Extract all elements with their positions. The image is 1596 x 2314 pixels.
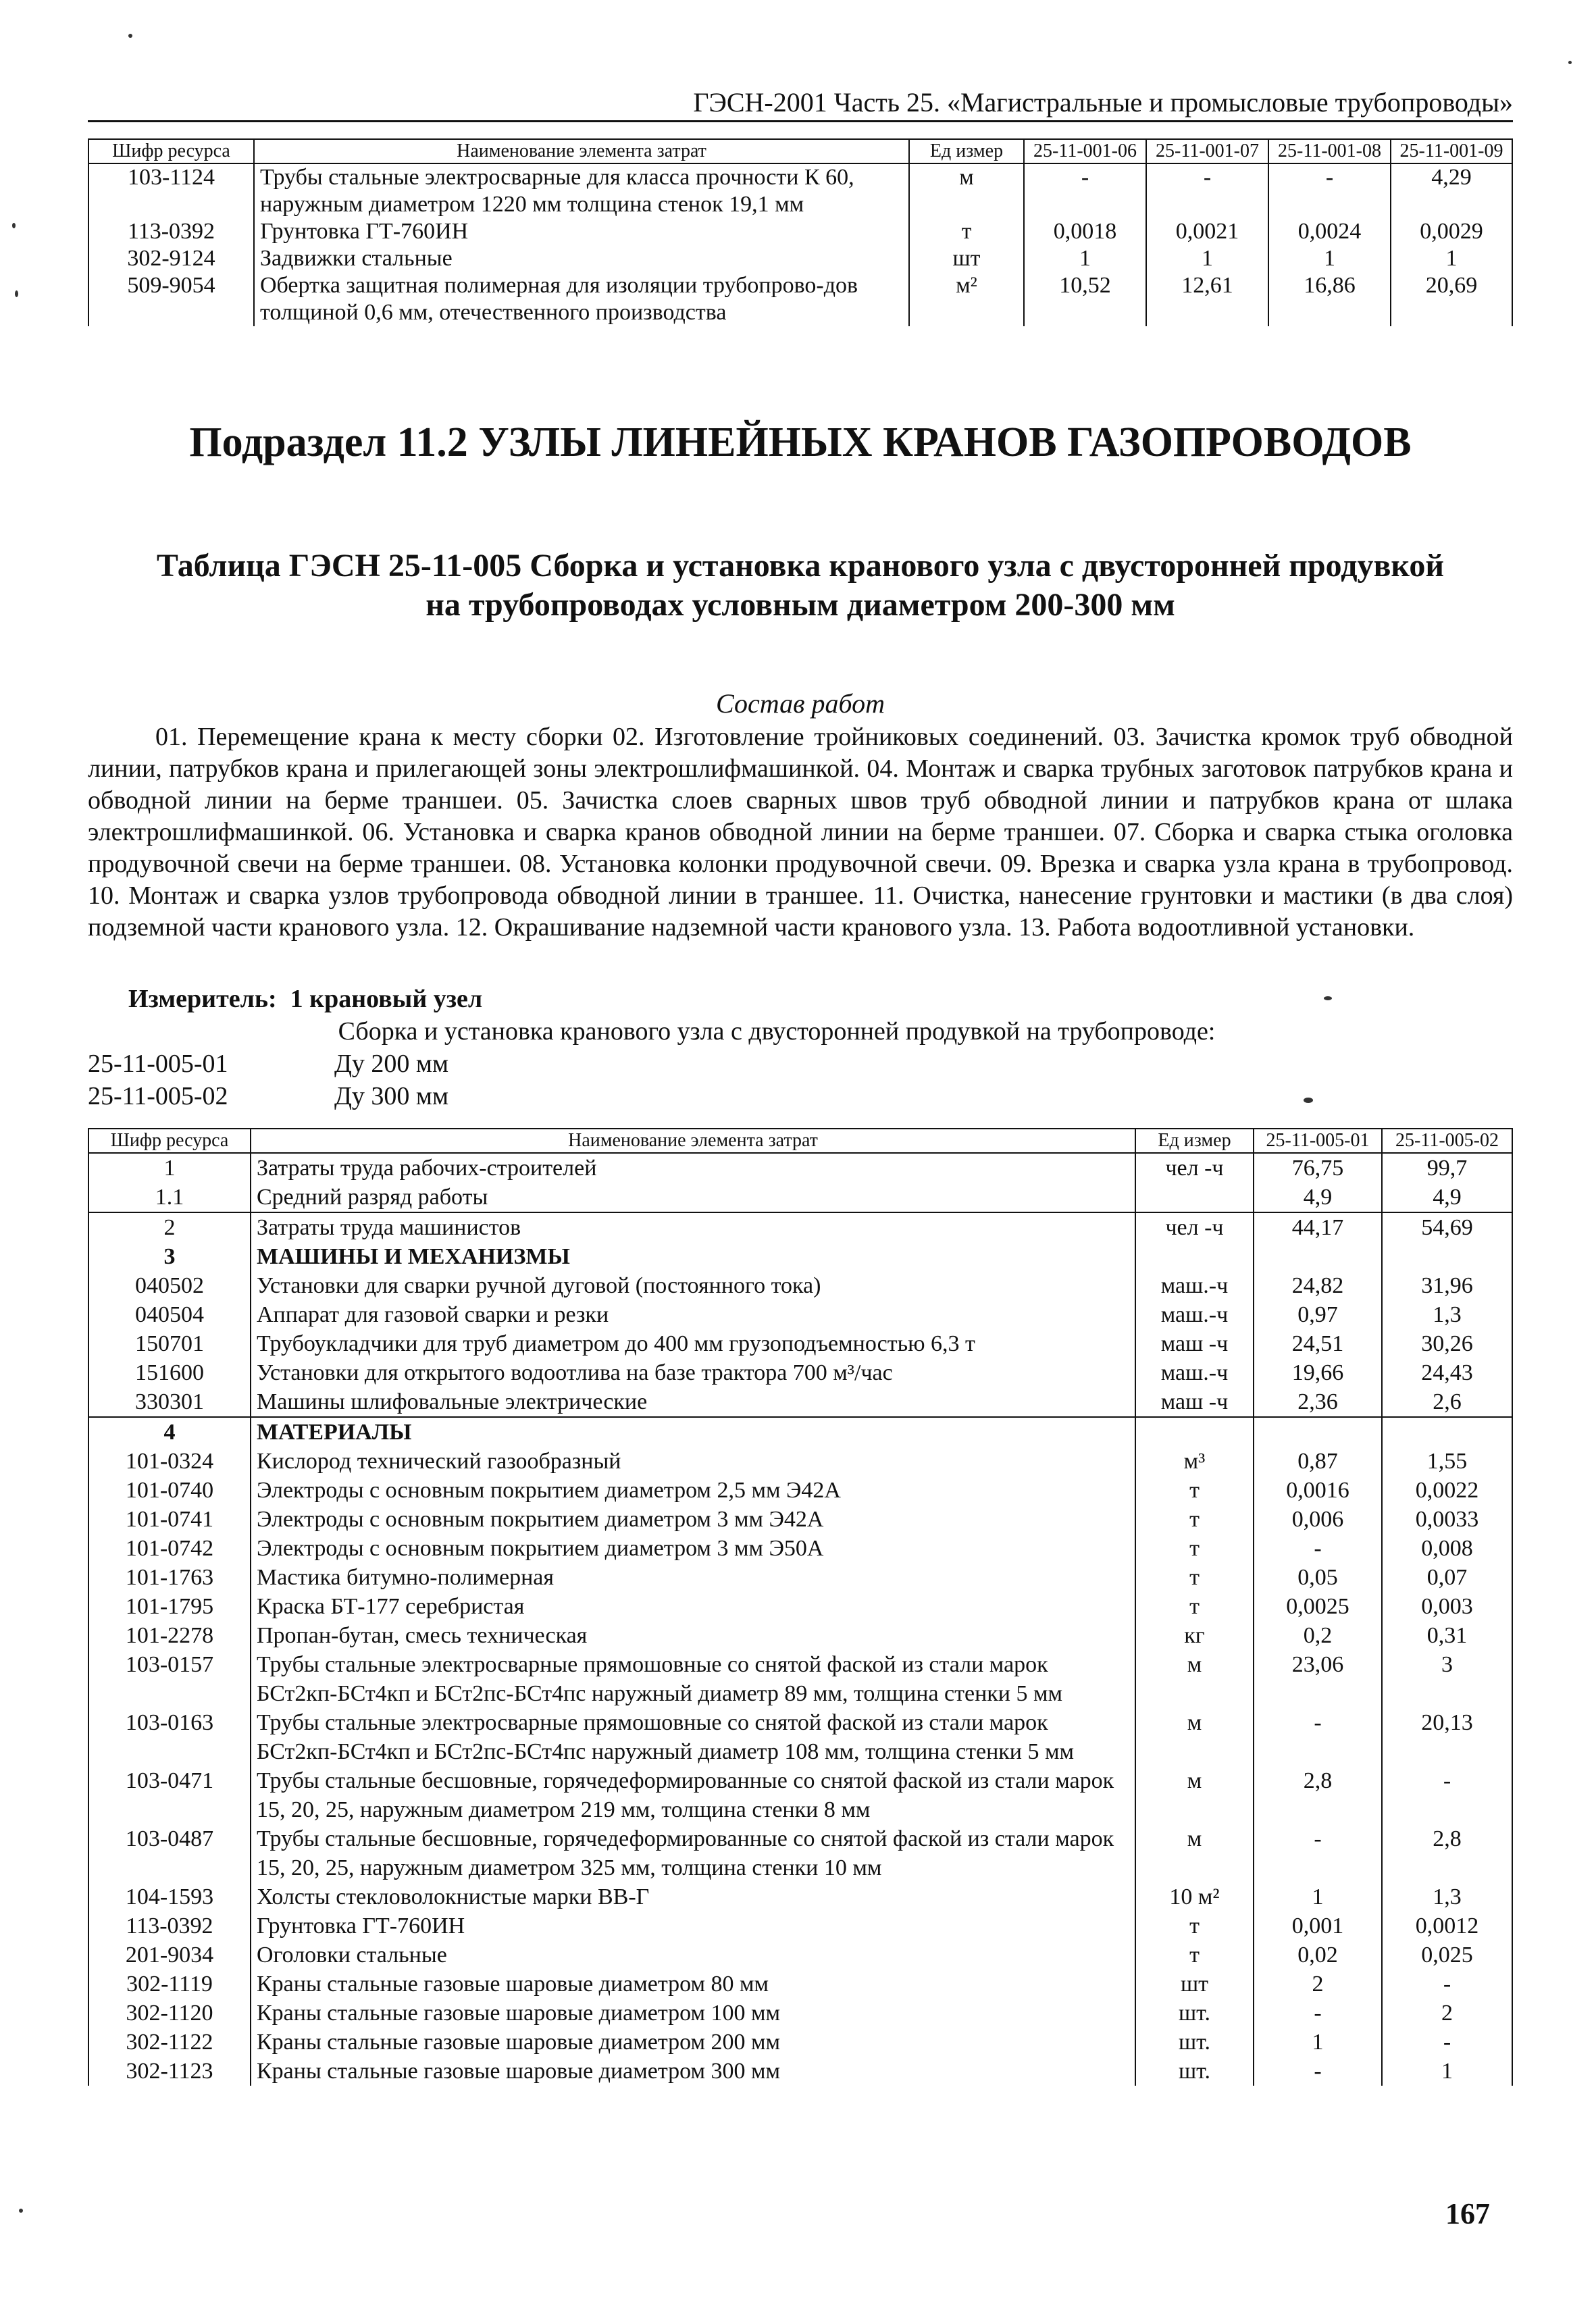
norm-desc: Ду 300 мм: [334, 1082, 449, 1110]
norm-code: 25-11-005-02: [88, 1082, 228, 1110]
resource-name: Грунтовка ГТ-760ИН: [254, 218, 909, 245]
resource-value: 1: [1146, 245, 1268, 272]
resource-value: 0,2: [1254, 1621, 1382, 1650]
resource-value: 2: [1382, 1999, 1512, 2028]
resource-unit: чел -ч: [1135, 1153, 1254, 1183]
resource-unit: т: [1135, 1592, 1254, 1621]
resource-value: -: [1146, 163, 1268, 218]
resource-value: [1382, 1242, 1512, 1271]
resource-value: 31,96: [1382, 1271, 1512, 1300]
table-row: [88, 1911, 1512, 1940]
resource-value: 2,6: [1382, 1387, 1512, 1417]
table-row: [88, 1300, 1512, 1329]
resource-unit: м: [1135, 1708, 1254, 1766]
resource-value: 0,0033: [1382, 1505, 1512, 1534]
resource-code: 101-2278: [88, 1621, 251, 1650]
resource-unit: [1135, 1183, 1254, 1212]
resource-unit: т: [1135, 1911, 1254, 1940]
resource-value: 24,43: [1382, 1358, 1512, 1387]
resource-value: -: [1382, 2028, 1512, 2057]
table-row: [88, 1387, 1512, 1417]
resource-name: Пропан-бутан, смесь техническая: [251, 1621, 1135, 1650]
resource-name: Трубы стальные электросварные для класса прочности К 60, наружным диаметром 1220 мм толщина стенок 19,1 мм: [254, 163, 909, 218]
table-row: [88, 1534, 1512, 1563]
resource-code: 302-1123: [88, 2057, 251, 2086]
resource-code: 101-0742: [88, 1534, 251, 1563]
resource-value: 1: [1024, 245, 1146, 272]
table-row: [88, 1766, 1512, 1824]
resource-code: 4: [88, 1417, 251, 1447]
resource-unit: шт.: [1135, 2028, 1254, 2057]
resource-code: 151600: [88, 1358, 251, 1387]
table-row: [88, 1153, 1512, 1183]
resource-name: Кислород технический газообразный: [251, 1447, 1135, 1476]
table-row: [88, 1824, 1512, 1882]
work-composition: [88, 721, 1513, 944]
table-row: [88, 1183, 1512, 1212]
resource-code: 302-1119: [88, 1970, 251, 1999]
header-cell: Наименование элемента затрат: [254, 139, 909, 163]
header-cell: 25-11-001-08: [1268, 139, 1391, 163]
resource-value: 0,02: [1254, 1940, 1382, 1970]
resource-value: 1,3: [1382, 1882, 1512, 1911]
resource-value: -: [1254, 1708, 1382, 1766]
resource-value: 54,69: [1382, 1212, 1512, 1242]
resource-value: 2,8: [1254, 1766, 1382, 1824]
resource-name: Трубы стальные электросварные прямошовные со снятой фаской из стали марок БСт2кп-БСт4кп и БСт2пс-БСт4пс наружный диаметр 108 мм, толщина стенки 5 мм: [251, 1708, 1135, 1766]
resource-unit: т: [909, 218, 1024, 245]
resource-code: 113-0392: [88, 1911, 251, 1940]
resource-value: 1: [1254, 1882, 1382, 1911]
table-row: [88, 163, 1512, 218]
resource-name: Трубы стальные бесшовные, горячедеформированные со снятой фаской из стали марок 15, 20, 25, наружным диаметром 325 мм, толщина стенки 10 мм: [251, 1824, 1135, 1882]
resource-value: 1: [1391, 245, 1512, 272]
resource-unit: маш -ч: [1135, 1329, 1254, 1358]
resource-name: Затраты труда рабочих-строителей: [251, 1153, 1135, 1183]
resource-name: Краны стальные газовые шаровые диаметром 100 мм: [251, 1999, 1135, 2028]
resource-name: Краска БТ-177 серебристая: [251, 1592, 1135, 1621]
meter-value: 1 крановый узел: [290, 985, 483, 1013]
resource-value: 0,003: [1382, 1592, 1512, 1621]
table-title-line2: на трубопроводах условным диаметром 200-300 мм: [426, 587, 1175, 623]
resource-value: 1,3: [1382, 1300, 1512, 1329]
meter-label: Измеритель:: [128, 985, 277, 1013]
resource-value: 76,75: [1254, 1153, 1382, 1183]
scan-speck: [128, 34, 132, 38]
resource-code: 201-9034: [88, 1940, 251, 1970]
resource-value: -: [1254, 1824, 1382, 1882]
resource-unit: маш -ч: [1135, 1387, 1254, 1417]
resource-name: Холсты стекловолокнистые марки ВВ-Г: [251, 1882, 1135, 1911]
resource-name: Краны стальные газовые шаровые диаметром 80 мм: [251, 1970, 1135, 1999]
table-row: [88, 1650, 1512, 1708]
resource-value: 4,9: [1382, 1183, 1512, 1212]
resource-name: Затраты труда машинистов: [251, 1212, 1135, 1242]
resource-name: Оголовки стальные: [251, 1940, 1135, 1970]
resource-unit: м: [1135, 1650, 1254, 1708]
table-row: [88, 2057, 1512, 2086]
resource-unit: 10 м²: [1135, 1882, 1254, 1911]
resource-code: 104-1593: [88, 1882, 251, 1911]
scan-speck: [12, 223, 16, 228]
header-cell: Шифр ресурса: [88, 1129, 251, 1153]
resource-value: 0,025: [1382, 1940, 1512, 1970]
resource-value: 1,55: [1382, 1447, 1512, 1476]
resource-value: 0,31: [1382, 1621, 1512, 1650]
resource-value: 0,0018: [1024, 218, 1146, 245]
resource-value: 0,07: [1382, 1563, 1512, 1592]
subsection-title: Подраздел 11.2 УЗЛЫ ЛИНЕЙНЫХ КРАНОВ ГАЗОПРОВОДОВ: [189, 419, 1412, 465]
resource-code: 302-9124: [88, 245, 254, 272]
resource-code: 101-0741: [88, 1505, 251, 1534]
table-row: [88, 1999, 1512, 2028]
resource-value: 24,51: [1254, 1329, 1382, 1358]
resource-code: 150701: [88, 1329, 251, 1358]
resource-value: 0,0024: [1268, 218, 1391, 245]
table-row: [88, 1212, 1512, 1242]
table-row: [88, 1970, 1512, 1999]
resource-code: 101-0740: [88, 1476, 251, 1505]
table-row: [88, 1447, 1512, 1476]
resource-value: 0,87: [1254, 1447, 1382, 1476]
resource-value: 0,0029: [1391, 218, 1512, 245]
resource-value: 20,69: [1391, 272, 1512, 326]
resource-name: Обертка защитная полимерная для изоляции трубопрово-дов толщиной 0,6 мм, отечественного производства: [254, 272, 909, 326]
resource-name: Мастика битумно-полимерная: [251, 1563, 1135, 1592]
table-row: [88, 2028, 1512, 2057]
norm-code: 25-11-005-01: [88, 1050, 228, 1078]
resource-name: МАТЕРИАЛЫ: [251, 1417, 1135, 1447]
resource-value: -: [1024, 163, 1146, 218]
resource-value: 4,29: [1391, 163, 1512, 218]
resource-value: 0,97: [1254, 1300, 1382, 1329]
resource-value: -: [1254, 1534, 1382, 1563]
work-text: 01. Перемещение крана к месту сборки 02. Изготовление тройниковых соединений. 03. Зачистка кромок труб обводной линии, патрубков крана и прилегающей зоны электрошлифмашинкой. 04. Монтаж и сварка трубных заготовок патрубков крана и обводной линии на берме траншеи. 05. Зачистка слоев сварных швов труб обводной линии и патрубков крана от шлака электрошлифмашинкой. 06. Установка и сварка кранов обводной линии на берме траншеи. 07. Сборка и сварка стыка оголовка продувочной свечи на берме траншеи. 08. Установка колонки продувочной свечи. 09. Врезка и сварка узла крана в трубопровод. 10. Монтаж и сварка узлов трубопровода обводной линии в траншее. 11. Очистка, нанесение грунтовки и мастики (в два слоя) подземной части кранового узла. 12. Окрашивание надземной части кранового узла. 13. Работа водоотливной установки.: [88, 723, 1513, 942]
resource-code: 302-1122: [88, 2028, 251, 2057]
resource-code: 1.1: [88, 1183, 251, 1212]
resource-unit: чел -ч: [1135, 1212, 1254, 1242]
resource-value: 0,05: [1254, 1563, 1382, 1592]
resource-name: Трубоукладчики для труб диаметром до 400 мм грузоподъемностью 6,3 т: [251, 1329, 1135, 1358]
resource-code: 103-0487: [88, 1824, 251, 1882]
scan-speck: [19, 2209, 23, 2213]
resource-value: [1382, 1417, 1512, 1447]
resource-unit: маш.-ч: [1135, 1300, 1254, 1329]
resource-unit: [1135, 1417, 1254, 1447]
section-row: [88, 1417, 1512, 1447]
resource-unit: т: [1135, 1534, 1254, 1563]
resource-unit: шт.: [1135, 1999, 1254, 2028]
table-row: [88, 1476, 1512, 1505]
table-row: [88, 1882, 1512, 1911]
resource-value: -: [1382, 1766, 1512, 1824]
resource-code: 509-9054: [88, 272, 254, 326]
resource-code: 040502: [88, 1271, 251, 1300]
resource-unit: м: [1135, 1824, 1254, 1882]
header-cell: 25-11-005-01: [1254, 1129, 1382, 1153]
resource-unit: [1135, 1242, 1254, 1271]
resource-value: 2: [1254, 1970, 1382, 1999]
header-rule: [88, 120, 1513, 122]
resource-value: 30,26: [1382, 1329, 1512, 1358]
norm-desc: Ду 200 мм: [334, 1050, 449, 1078]
scan-speck: [1568, 61, 1572, 64]
resource-name: Краны стальные газовые шаровые диаметром 300 мм: [251, 2057, 1135, 2086]
resource-value: 0,0022: [1382, 1476, 1512, 1505]
resource-value: 0,0021: [1146, 218, 1268, 245]
resource-value: 44,17: [1254, 1212, 1382, 1242]
resource-code: 103-0163: [88, 1708, 251, 1766]
resource-code: 3: [88, 1242, 251, 1271]
resource-name: Трубы стальные электросварные прямошовные со снятой фаской из стали марок БСт2кп-БСт4кп и БСт2пс-БСт4пс наружный диаметр 89 мм, толщина стенки 5 мм: [251, 1650, 1135, 1708]
table-row: [88, 1592, 1512, 1621]
resource-value: [1254, 1417, 1382, 1447]
scan-speck: [1324, 996, 1332, 1000]
resource-value: 23,06: [1254, 1650, 1382, 1708]
scan-speck: [1304, 1098, 1313, 1103]
resource-unit: м²: [909, 272, 1024, 326]
resource-value: 16,86: [1268, 272, 1391, 326]
section-row: [88, 1242, 1512, 1271]
resource-name: Электроды с основным покрытием диаметром 2,5 мм Э42А: [251, 1476, 1135, 1505]
page-number: 167: [1445, 2197, 1490, 2230]
resource-value: 3: [1382, 1650, 1512, 1708]
resource-name: Аппарат для газовой сварки и резки: [251, 1300, 1135, 1329]
resource-name: Машины шлифовальные электрические: [251, 1387, 1135, 1417]
resource-unit: м: [1135, 1766, 1254, 1824]
table-row: [88, 1940, 1512, 1970]
resource-unit: м³: [1135, 1447, 1254, 1476]
resource-name: Электроды с основным покрытием диаметром 3 мм Э42А: [251, 1505, 1135, 1534]
resource-code: 302-1120: [88, 1999, 251, 2028]
resource-value: 19,66: [1254, 1358, 1382, 1387]
resource-unit: т: [1135, 1940, 1254, 1970]
work-heading: Состав работ: [716, 688, 885, 719]
resource-name: МАШИНЫ И МЕХАНИЗМЫ: [251, 1242, 1135, 1271]
resource-value: 1: [1254, 2028, 1382, 2057]
running-header: ГЭСН-2001 Часть 25. «Магистральные и промысловые трубопроводы»: [693, 87, 1513, 118]
resource-value: 1: [1268, 245, 1391, 272]
resource-value: [1254, 1242, 1382, 1271]
resource-code: 2: [88, 1212, 251, 1242]
resource-value: 0,001: [1254, 1911, 1382, 1940]
meter: [128, 984, 482, 1014]
resource-code: 040504: [88, 1300, 251, 1329]
resource-name: Задвижки стальные: [254, 245, 909, 272]
table-row: [88, 272, 1512, 326]
header-cell: 25-11-001-09: [1391, 139, 1512, 163]
resource-unit: кг: [1135, 1621, 1254, 1650]
resource-code: 101-1795: [88, 1592, 251, 1621]
resource-value: 10,52: [1024, 272, 1146, 326]
resource-unit: маш.-ч: [1135, 1271, 1254, 1300]
resource-value: 1: [1382, 2057, 1512, 2086]
table-row: [88, 1505, 1512, 1534]
resource-value: 2,36: [1254, 1387, 1382, 1417]
resource-unit: шт.: [1135, 2057, 1254, 2086]
resource-name: Установки для сварки ручной дуговой (постоянного тока): [251, 1271, 1135, 1300]
resource-value: 0,006: [1254, 1505, 1382, 1534]
table-resources: [88, 1128, 1513, 2086]
table-row: [88, 1708, 1512, 1766]
resource-code: 101-0324: [88, 1447, 251, 1476]
resource-code: 103-0157: [88, 1650, 251, 1708]
header-cell: 25-11-005-02: [1382, 1129, 1512, 1153]
table-header-row: [88, 1129, 1512, 1153]
resource-unit: шт: [909, 245, 1024, 272]
header-cell: Наименование элемента затрат: [251, 1129, 1135, 1153]
table-title-line1: Таблица ГЭСН 25-11-005 Сборка и установка кранового узла с двусторонней продувкой: [156, 548, 1445, 584]
resource-value: 0,0016: [1254, 1476, 1382, 1505]
table-row: [88, 245, 1512, 272]
resource-code: 330301: [88, 1387, 251, 1417]
resource-name: Средний разряд работы: [251, 1183, 1135, 1212]
resource-code: 103-1124: [88, 163, 254, 218]
resource-value: 0,0012: [1382, 1911, 1512, 1940]
table-row: [88, 1358, 1512, 1387]
header-cell: 25-11-001-06: [1024, 139, 1146, 163]
table-row: [88, 1271, 1512, 1300]
header-cell: 25-11-001-07: [1146, 139, 1268, 163]
resource-value: -: [1254, 1999, 1382, 2028]
assembly-text: Сборка и установка кранового узла с двусторонней продувкой на трубопроводе:: [338, 1017, 1216, 1046]
resource-value: -: [1254, 2057, 1382, 2086]
resource-code: 103-0471: [88, 1766, 251, 1824]
resource-value: -: [1382, 1970, 1512, 1999]
resource-value: 99,7: [1382, 1153, 1512, 1183]
resource-value: 4,9: [1254, 1183, 1382, 1212]
header-cell: Ед измер: [909, 139, 1024, 163]
table-row: [88, 1621, 1512, 1650]
resource-value: 0,0025: [1254, 1592, 1382, 1621]
table-row: [88, 1329, 1512, 1358]
resource-value: -: [1268, 163, 1391, 218]
resource-code: 1: [88, 1153, 251, 1183]
resource-unit: шт: [1135, 1970, 1254, 1999]
resource-code: 113-0392: [88, 218, 254, 245]
table-row: [88, 218, 1512, 245]
resource-unit: т: [1135, 1505, 1254, 1534]
resource-unit: т: [1135, 1476, 1254, 1505]
resource-unit: маш.-ч: [1135, 1358, 1254, 1387]
table-header-row: [88, 139, 1512, 163]
resource-unit: т: [1135, 1563, 1254, 1592]
scan-speck: [15, 290, 18, 297]
resource-name: Грунтовка ГТ-760ИН: [251, 1911, 1135, 1940]
table-prev-materials: [88, 138, 1513, 326]
resource-value: 0,008: [1382, 1534, 1512, 1563]
resource-name: Трубы стальные бесшовные, горячедеформированные со снятой фаской из стали марок 15, 20, 25, наружным диаметром 219 мм, толщина стенки 8 мм: [251, 1766, 1135, 1824]
resource-unit: м: [909, 163, 1024, 218]
resource-value: 24,82: [1254, 1271, 1382, 1300]
resource-name: Установки для открытого водоотлива на базе трактора 700 м³/час: [251, 1358, 1135, 1387]
header-cell: Ед измер: [1135, 1129, 1254, 1153]
resource-value: 2,8: [1382, 1824, 1512, 1882]
resource-name: Краны стальные газовые шаровые диаметром 200 мм: [251, 2028, 1135, 2057]
header-cell: Шифр ресурса: [88, 139, 254, 163]
resource-code: 101-1763: [88, 1563, 251, 1592]
resource-value: 20,13: [1382, 1708, 1512, 1766]
resource-value: 12,61: [1146, 272, 1268, 326]
table-row: [88, 1563, 1512, 1592]
resource-name: Электроды с основным покрытием диаметром 3 мм Э50А: [251, 1534, 1135, 1563]
